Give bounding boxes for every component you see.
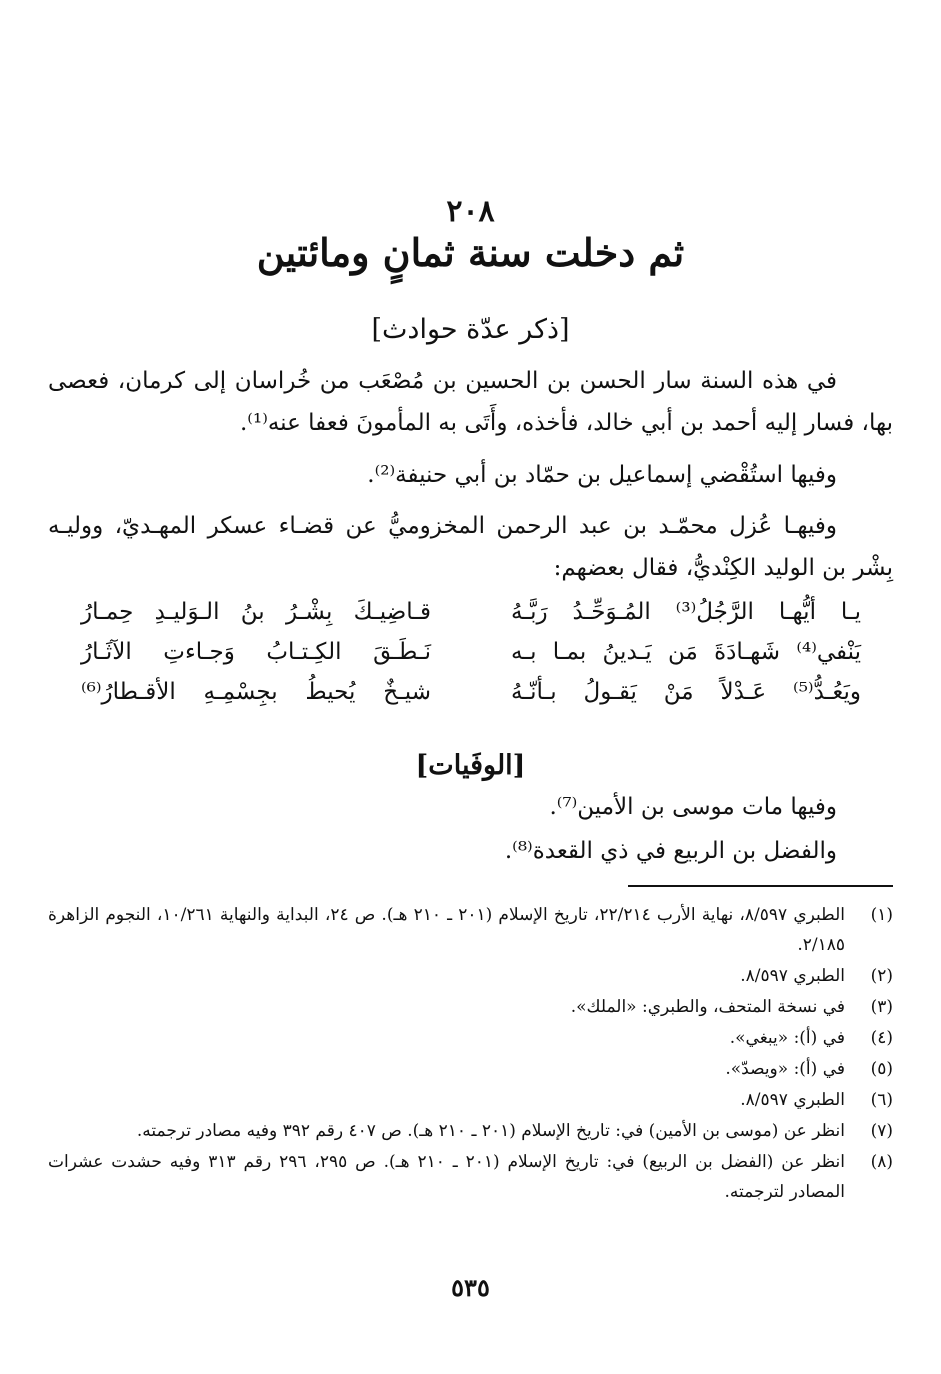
footnote-text: الطبري ٨/٥٩٧. [740, 1090, 845, 1110]
footnote-text: انظر عن (موسى بن الأمين) في: تاريخ الإسلام (٢٠١ ـ ٢١٠ هـ). ص ٤٠٧ رقم ٣٩٢ وفيه مصادر ترجمته. [136, 1121, 845, 1141]
footnote [48, 992, 893, 1022]
poem-verse [81, 672, 861, 712]
footnote-number: (٥) [870, 1059, 893, 1079]
footnote-text: انظر عن (الفضل بن الربيع) في: تاريخ الإسلام (٢٠١ ـ ٢١٠ هـ). ص ٢٩٥، ٢٩٦ رقم ٣١٣ وفيه حشدت عشرات المصادر لترجمته. [48, 1152, 846, 1202]
footnote [48, 1116, 893, 1146]
verse-first-hemistich: يَنْفي⁽⁴⁾ شَهـادَةَ مَن يَـدينُ بمـا بـه [511, 639, 861, 665]
paragraph-hasan-revolt: في هذه السنة سار الحسن بن الحسين بن مُصْعَب من خُراسان إلى كرمان، فعصى بها، فسار إليه أحمد بن أبي خالد، فأخذه، وأَتَى به المأمونَ فعفا عنه⁽¹⁾. [48, 368, 893, 436]
verse-second-hemistich: نَـطَـقَ الكِـتـابُ وَجـاءتِ الآثَـارُ [81, 639, 431, 665]
footnote-number: (٤) [870, 1028, 893, 1048]
footnote-number: (٧) [870, 1121, 893, 1141]
footnote-text: الطبري ٨/٥٩٧، نهاية الأرب ٢٢/٢١٤، تاريخ الإسلام (٢٠١ ـ ٢١٠ هـ). ص ٢٤، البداية والنهاية ١٠/٢٦١، النجوم الزاهرة ٢/١٨٥. [48, 905, 845, 955]
year-number: ٢٠٨ [446, 194, 495, 229]
footnote-number: (١) [870, 905, 893, 925]
poem-verse [81, 592, 861, 632]
verse-second-hemistich: شيـخٌ يُحيطُ بجِسْمِـهِ الأقـطارُ⁽⁶⁾ [81, 679, 431, 705]
footnote [48, 1023, 893, 1053]
footnote [48, 900, 893, 960]
footnote-number: (٨) [870, 1152, 893, 1172]
footnote-number: (٦) [870, 1090, 893, 1110]
footnote-number: (٣) [870, 997, 893, 1017]
footnote-text: في نسخة المتحف، والطبري: «الملك». [570, 997, 845, 1017]
footnote [48, 1147, 893, 1207]
footnote-number: (٢) [870, 966, 893, 986]
paragraph-ismail-judge: وفيها استُقْضي إسماعيل بن حمّاد بن أبي حنيفة⁽²⁾. [367, 462, 837, 488]
footnote [48, 961, 893, 991]
footnote [48, 1085, 893, 1115]
poem-verse [81, 632, 861, 672]
page-number: ٥٣٥ [451, 1273, 490, 1302]
events-heading: [ذكر عدّة حوادث] [371, 314, 570, 345]
footnote-text: الطبري ٨/٥٩٧. [740, 966, 845, 986]
verse-first-hemistich: يـا أيُّهـا الرَّجُلُ⁽³⁾ المُـوَحِّـدُ رَبَّـهُ [511, 599, 861, 625]
footnote [48, 1054, 893, 1084]
footnote-text: في (أ): «ويصدّ». [725, 1059, 845, 1079]
footnote-divider [628, 885, 893, 887]
verse-second-hemistich: قـاضِيـكَ بِشْـرُ بنُ الـوَليـدِ حِمـارُ [81, 599, 431, 625]
footnotes [48, 900, 893, 1208]
deaths-heading: [الوفَيات] [415, 750, 526, 781]
footnote-text: في (أ): «يبغي». [729, 1028, 845, 1048]
verse-first-hemistich: ويَعُـدُّ⁽⁵⁾ عَـدْلاً مَنْ يَقـولُ بـأنّـهُ [511, 679, 861, 705]
chapter-title: ثم دخلت سنة ثمانٍ ومائتين [256, 230, 685, 275]
paragraph-fadl-death: والفضل بن الربيع في ذي القعدة⁽⁸⁾. [504, 838, 837, 864]
paragraph-makhzumi-dismissal: وفيهـا عُزل محمّـد بن عبد الرحمن المخزوميُّ عن قضـاء عسكر المهـديّ، ووليـه بِشْر بن الوليد الكِنْديُّ، فقال بعضهم: [48, 513, 893, 581]
poem [81, 592, 861, 712]
paragraph-musa-death: وفيها مات موسى بن الأمين⁽⁷⁾. [549, 794, 837, 820]
